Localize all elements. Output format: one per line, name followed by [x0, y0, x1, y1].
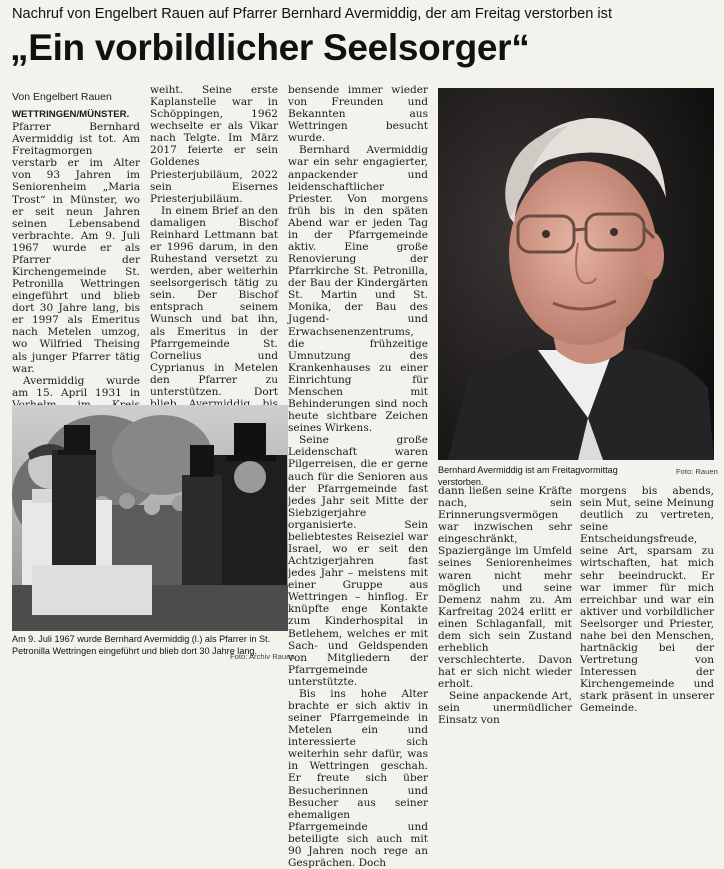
paragraph: Bis ins hohe Alter brachte er sich aktiv in seiner Pfarrgemeinde in Metelen ein und interessierte sich weiterhin sehr dafür, was in Wettringen geschah. Er freute sich über Besucherinnen und Besucher aus seiner ehemaligen Pfarrgemeinde und beteiligte sich auch mit 90 Jahren noch rege an Gesprächen. Doch [288, 687, 428, 869]
article-column-5 [580, 485, 714, 715]
paragraph: dann ließen seine Kräfte nach, sein Erinnerungsvermögen war inzwischen sehr eingeschränkt, Spaziergänge im Umfeld seines Seniorenheimes waren nicht mehr möglich und seine Demenz nahm zu. Am Karfreitag 2024 erlitt er einen Schlaganfall, mit dem sich sein Zustand erheblich verschlechterte. Davon hat er sich nicht wieder erholt. [438, 485, 572, 691]
dateline: WETTRINGEN/MÜNSTER. [12, 109, 130, 120]
historic-photo-image [12, 405, 288, 631]
paragraph: morgens bis abends, sein Mut, seine Meinung deutlich zu vertreten, seine Entscheidungsfreude, seine Art, sparsam zu wirtschaften, hat mich sehr beeindruckt. Er war immer für mich erreichbar und war ein aktiver und vorbildlicher Seelsorger und Priester, nahe bei den Menschen, hartnäckig bei der Vertretung von Interessen der Kirchengemeinde und stark präsent in unserer Gemeinde. [580, 485, 714, 715]
paragraph: Bernhard Avermiddig war ein sehr engagierter, anpackender und leidenschaftlicher Priester. Von morgens früh bis in den späten Abend war er jeden Tag in der Pfarrgemeinde aktiv. Eine große Renovierung der Pfarrkirche St. Petronilla, der Bau der Kindergärten St. Martin und St. Monika, der Bau des Jugend- und Erwachsenenzentrums, die frühzeitige Umnutzung des Krankenhauses zu einer Einrichtung für Menschen mit Behinderungen sind noch heute sichtbare Zeichen seines Wirkens. [288, 144, 428, 435]
article-headline: „Ein vorbildlicher Seelsorger“ [10, 27, 530, 68]
paragraph: weiht. Seine erste Kaplanstelle war in Schöppingen, 1962 wechselte er als Vikar nach Telgte. Im März 2017 feierte er sein Goldenes Priesterjubiläum, 2022 sein Eisernes Priesterjubiläum. [150, 84, 278, 205]
paragraph: In einem Brief an den damaligen Bischof Reinhard Lettmann bat er 1996 darum, in den Ruhestand versetzt zu werden, aber weiterhin seelsorgerisch tätig zu sein. Der Bischof entsprach seinem Wunsch und bat ihn, als Emeritus in der Pfarrgemeinde St. Cornelius und Cyprianus in Metelen den Pfarrer zu unterstützen. Dort [150, 204, 278, 398]
article-column-3 [288, 84, 428, 869]
paragraph: Avermiddig wurde am 15. April 1931 in [12, 374, 140, 399]
portrait-photo [438, 88, 714, 460]
historic-photo-caption: Am 9. Juli 1967 wurde Bernhard Avermiddig (l.) als Pfarrer in St. Petronilla Wettringen eingeführt und blieb dort 30 Jahre lang. [12, 634, 271, 656]
portrait-photo-credit: Foto: Rauen [676, 467, 718, 476]
paragraph-text: Pfarrer Bernhard Avermiddig ist tot. Am Freitagmorgen verstarb er im Alter von 93 Jahren im Seniorenheim „Maria Trost“ in Münster, wo er seit neun Jahren seinen Lebensabend verbrachte. Am 9. Juli 1967 wurde er als Pfarrer der Kirchengemeinde St. Petronilla Wettringen eingeführt und blieb dort 30 Jahre lang, bis er 1997 als Emeritus nach Metelen umzog, wo Wilfried Theising als junger Pfarrer tätig war. [12, 121, 140, 375]
paragraph: Seine große Leidenschaft waren Pilgerreisen, die er gerne auch für die Senioren aus der Pfarrgemeinde fast jedes Jahr seit Mitte der Siebzigerjahre organisierte. Sein beliebtestes Reiseziel war Israel, wo er seit den Achtzigerjahren fast jedes Jahr – meistens mit einer Gruppe aus Wettringen – hinflog. Er knüpfte enge Kontakte zum Kinderhospital in Betlehem, welches er mit Sach- und Geldspenden von Mitgliedern der Pfarrgemeinde unterstützte. [288, 434, 428, 688]
paragraph [12, 108, 140, 375]
paragraph: Seine anpackende Art, sein unermüdlicher Einsatz von [438, 690, 572, 727]
historic-photo [12, 405, 288, 631]
article-column-2 [150, 84, 278, 398]
article-column-1 [12, 108, 140, 398]
article-kicker: Nachruf von Engelbert Rauen auf Pfarrer Bernhard Avermiddig, der am Freitag verstorben ist [12, 6, 612, 22]
historic-photo-credit: Foto: Archiv Rauen [230, 652, 295, 661]
paragraph: bensende immer wieder von Freunden und Bekannten aus Wettringen besucht wurde. [288, 84, 428, 145]
article-author: Von Engelbert Rauen [12, 91, 112, 103]
portrait-photo-image [438, 88, 714, 460]
portrait-photo-caption: Bernhard Avermiddig ist am Freitagvormittag verstorben. [438, 465, 618, 487]
article-column-4 [438, 485, 572, 727]
